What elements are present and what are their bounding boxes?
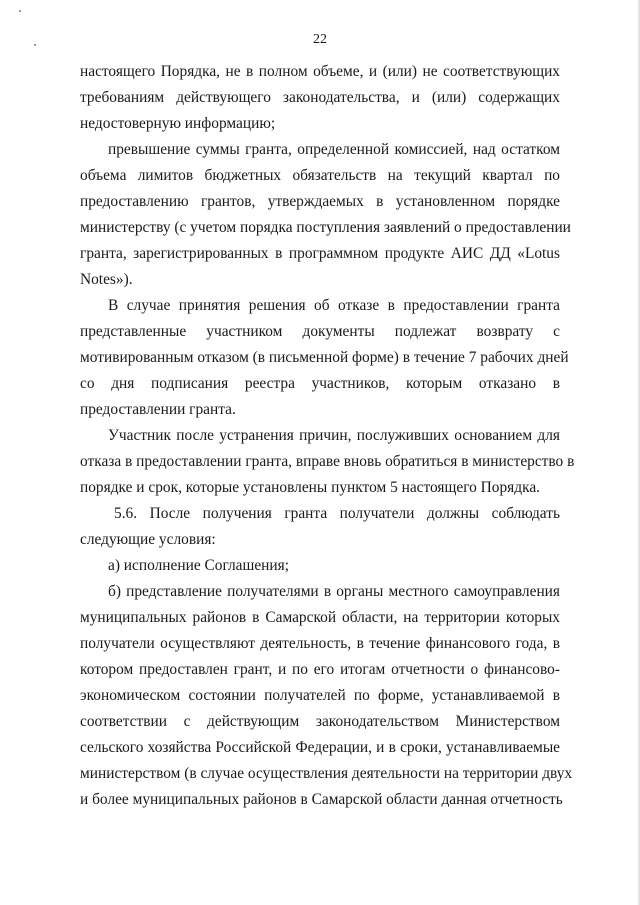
- text-line: гранта, зарегистрированных в программном продукте АИС ДД «Lotus: [80, 245, 560, 262]
- text-line: Участник после устранения причин, послуживших основанием для: [108, 427, 560, 444]
- text-line: требованиям действующего законодательства, и (или) содержащих: [80, 89, 560, 106]
- text-line: предоставлению грантов, утверждаемых в установленном порядке: [80, 193, 560, 210]
- text-line: 5.6. После получения гранта получатели должны соблюдать: [114, 505, 560, 522]
- text-line: мотивированным отказом (в письменной форме) в течение 7 рабочих дней: [80, 349, 569, 366]
- text-line: недостоверную информацию;: [80, 115, 276, 132]
- text-line: а) исполнение Соглашения;: [108, 557, 290, 574]
- text-line: котором предоставлен грант, и по его итогам отчетности о финансово-: [80, 661, 560, 678]
- text-line: муниципальных районов в Самарской области, на территории которых: [80, 609, 560, 626]
- text-line: предоставлении гранта.: [80, 401, 236, 418]
- text-line: получатели осуществляют деятельность, в течение финансового года, в: [80, 635, 560, 652]
- text-line: экономическом состоянии получателей по форме, устанавливаемой в: [80, 687, 560, 704]
- text-line: сельского хозяйства Российской Федерации, и в сроки, устанавливаемые: [80, 739, 560, 756]
- text-line: превышение суммы гранта, определенной комиссией, над остатком: [108, 141, 560, 158]
- text-line: со дня подписания реестра участников, которым отказано в: [80, 375, 560, 392]
- text-line: министерством (в случае осуществления деятельности на территории двух: [80, 765, 573, 782]
- text-line: и более муниципальных районов в Самарской области данная отчетность: [80, 791, 563, 808]
- text-line: следующие условия:: [80, 531, 216, 548]
- text-line: объема лимитов бюджетных обязательств на текущий квартал по: [80, 167, 560, 184]
- text-line: соответствии с действующим законодательством Министерством: [80, 713, 560, 730]
- text-line: отказа в предоставлении гранта, вправе вновь обратиться в министерство в: [80, 453, 575, 470]
- page-number: 22: [313, 32, 327, 47]
- text-line: представленные участником документы подлежат возврату с: [80, 323, 560, 340]
- text-line: Notes»).: [80, 271, 133, 288]
- text-line: В случае принятия решения об отказе в предоставлении гранта: [108, 297, 560, 314]
- text-line: б) представление получателями в органы местного самоуправления: [108, 583, 560, 600]
- text-line: настоящего Порядка, не в полном объеме, и (или) не соответствующих: [80, 63, 560, 80]
- text-line: порядке и срок, которые установлены пунктом 5 настоящего Порядка.: [80, 479, 541, 496]
- document-body: [80, 59, 575, 813]
- scan-speck: [19, 10, 21, 12]
- text-line: министерству (с учетом порядка поступления заявлений о предоставлении: [80, 219, 571, 236]
